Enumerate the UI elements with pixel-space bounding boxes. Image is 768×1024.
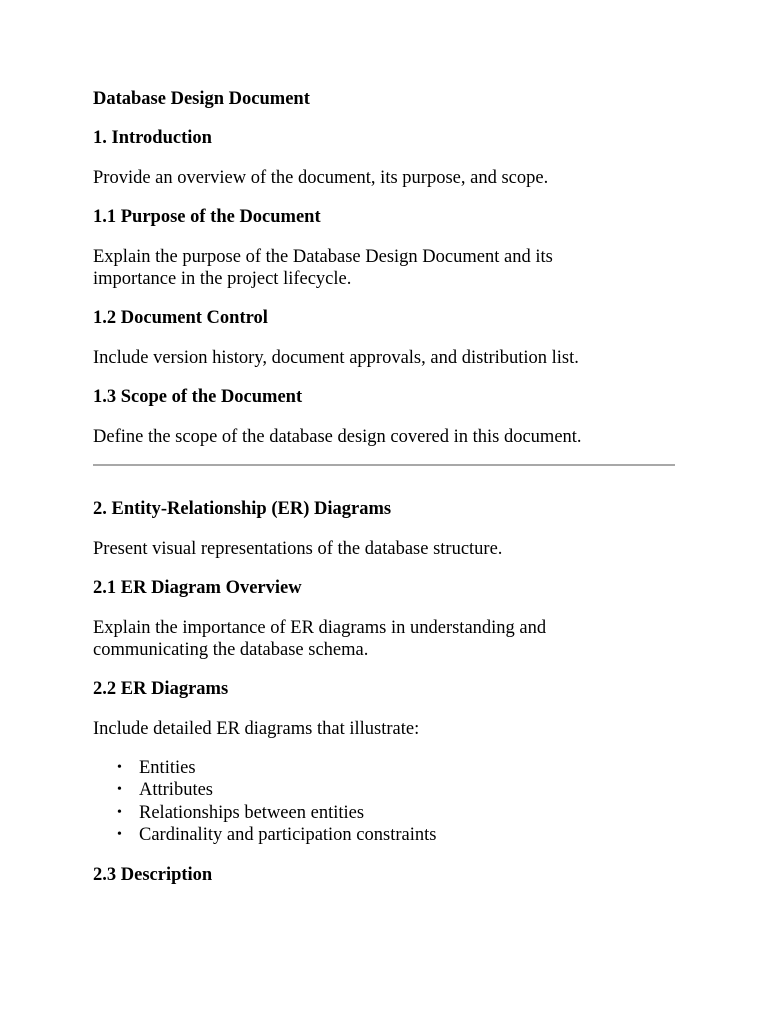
section-2-heading: 2. Entity-Relationship (ER) Diagrams — [93, 499, 392, 519]
horizontal-divider — [93, 464, 675, 466]
section-1-heading: 1. Introduction — [93, 128, 212, 148]
section-1-text: Provide an overview of the document, its purpose, and scope. — [93, 168, 549, 188]
bullet-icon: • — [117, 760, 122, 775]
section-2-2-heading: 2.2 ER Diagrams — [93, 679, 229, 699]
list-item — [93, 757, 436, 779]
list-item-label: Attributes — [139, 780, 213, 801]
section-1-3-heading: 1.3 Scope of the Document — [93, 387, 303, 407]
section-2-1-text-line2: communicating the database schema. — [93, 640, 369, 660]
section-2-text: Present visual representations of the database structure. — [93, 539, 503, 559]
list-item — [93, 779, 436, 801]
list-item-label: Relationships between entities — [139, 802, 365, 823]
section-2-1-text-line1: Explain the importance of ER diagrams in understanding and — [93, 618, 547, 638]
list-item — [93, 824, 436, 846]
bullet-icon: • — [117, 826, 122, 842]
section-1-1-heading: 1.1 Purpose of the Document — [93, 207, 321, 227]
bullet-icon: • — [117, 804, 122, 820]
section-1-2-heading: 1.2 Document Control — [93, 308, 268, 328]
section-1-1-text-line1: Explain the purpose of the Database Design Document and its — [93, 247, 553, 267]
bullet-icon: • — [117, 782, 122, 798]
section-2-1-heading: 2.1 ER Diagram Overview — [93, 578, 302, 598]
section-2-2-text: Include detailed ER diagrams that illustrate: — [93, 719, 420, 739]
list-item-label: Cardinality and participation constraints — [139, 824, 437, 845]
er-diagram-bullet-list — [93, 757, 436, 846]
list-item-label: Entities — [139, 758, 196, 778]
document-title: Database Design Document — [93, 89, 310, 109]
section-1-1-text-line2: importance in the project lifecycle. — [93, 269, 352, 289]
section-1-2-text: Include version history, document approvals, and distribution list. — [93, 348, 579, 368]
list-item — [93, 802, 436, 824]
section-2-3-heading: 2.3 Description — [93, 865, 213, 885]
section-1-3-text: Define the scope of the database design covered in this document. — [93, 427, 582, 447]
